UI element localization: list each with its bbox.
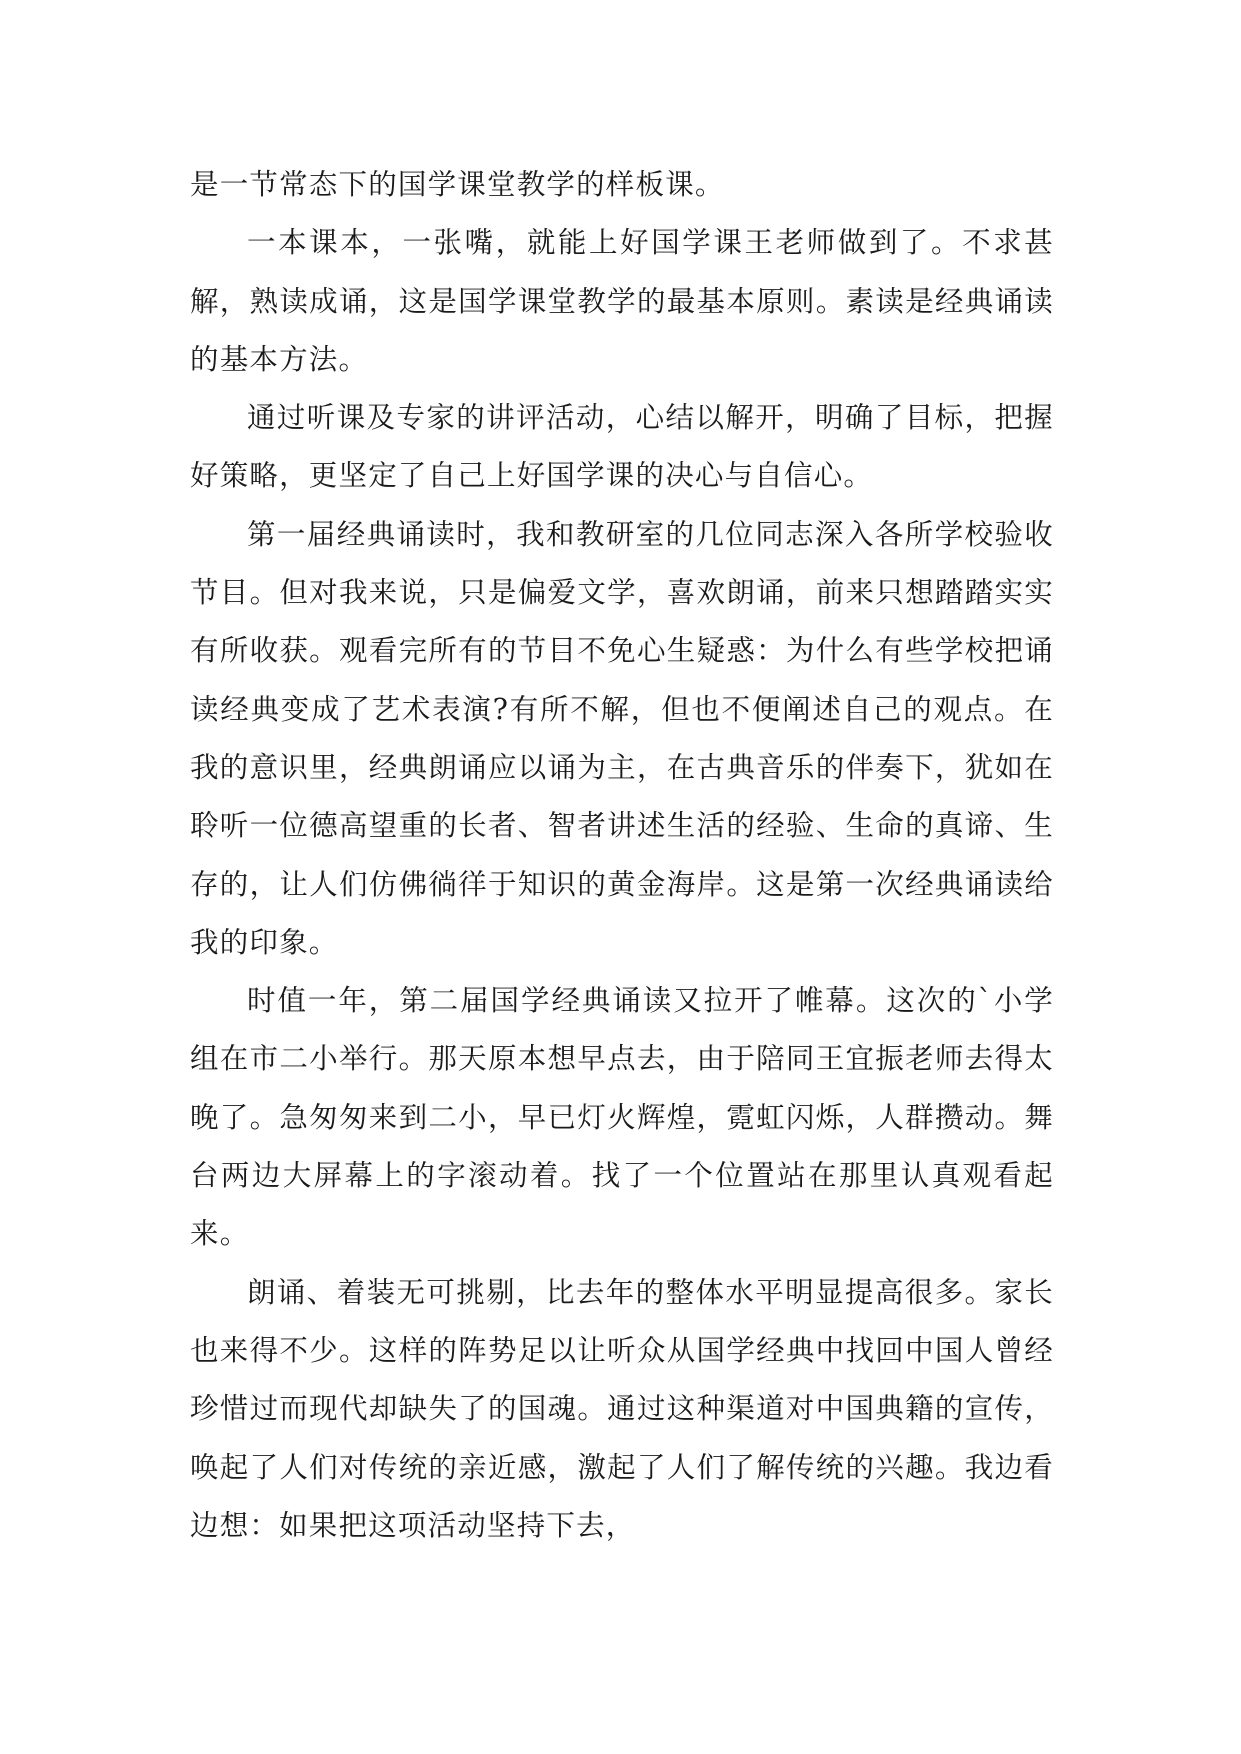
paragraph-2: 一本课本，一张嘴，就能上好国学课王老师做到了。不求甚解，熟读成诵，这是国学课堂教学的最基本原则。素读是经典诵读的基本方法。 <box>190 226 1054 376</box>
paragraph-5: 时值一年，第二届国学经典诵读又拉开了帷幕。这次的`小学组在市二小举行。那天原本想早点去，由于陪同王宜振老师去得太晚了。急匆匆来到二小，早已灯火辉煌，霓虹闪烁，人群攒动。舞台两边大屏幕上的字滚动着。找了一个位置站在那里认真观看起来。 <box>190 984 1054 1251</box>
paragraph-1: 是一节常态下的国学课堂教学的样板课。 <box>190 168 725 201</box>
body-text <box>190 156 1054 1555</box>
paragraph-4: 第一届经典诵读时，我和教研室的几位同志深入各所学校验收节目。但对我来说，只是偏爱文学，喜欢朗诵，前来只想踏踏实实有所收获。观看完所有的节目不免心生疑惑：为什么有些学校把诵读经典变成了艺术表演?有所不解，但也不便阐述自己的观点。在我的意识里，经典朗诵应以诵为主，在古典音乐的伴奏下，犹如在聆听一位德高望重的长者、智者讲述生活的经验、生命的真谛、生存的，让人们仿佛徜徉于知识的黄金海岸。这是第一次经典诵读给我的印象。 <box>190 517 1054 959</box>
paragraph-3: 通过听课及专家的讲评活动，心结以解开，明确了目标，把握好策略，更坚定了自己上好国学课的决心与自信心。 <box>190 401 1054 493</box>
paragraph-6: 朗诵、着装无可挑剔，比去年的整体水平明显提高很多。家长也来得不少。这样的阵势足以让听众从国学经典中找回中国人曾经珍惜过而现代却缺失了的国魂。通过这种渠道对中国典籍的宣传，唤起了人们对传统的亲近感，激起了人们了解传统的兴趣。我边看边想：如果把这项活动坚持下去， <box>190 1275 1054 1542</box>
